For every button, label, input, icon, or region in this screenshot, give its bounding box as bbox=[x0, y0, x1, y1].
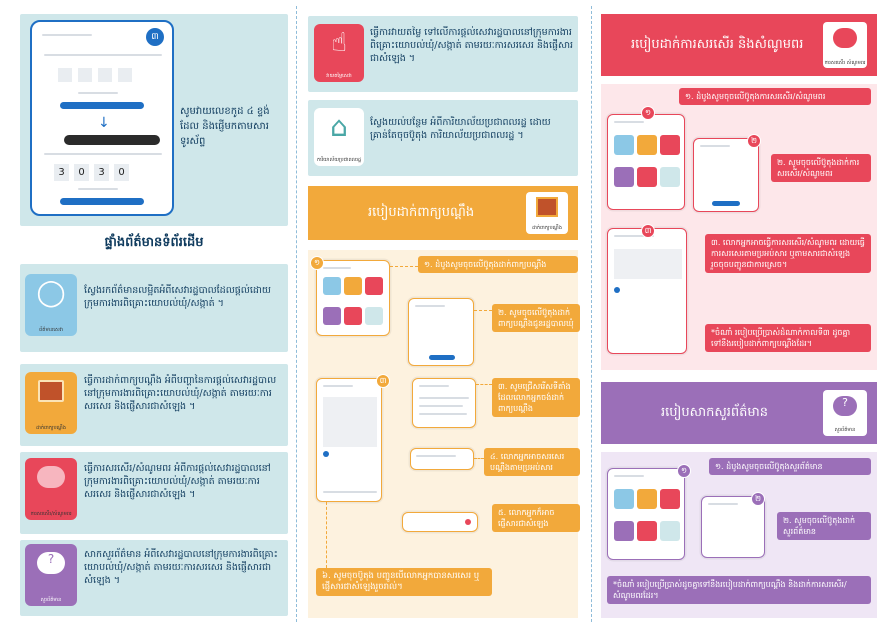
column-1 bbox=[0, 0, 296, 628]
complaint-step-6: ៦. សូមចុចប៊ូតុង បញ្ជូនបើលោកអ្នកបានសរសេរ ឬផ្ញើសារជាសំឡេងរួចរាល់។ bbox=[316, 568, 492, 596]
complaint-howto-icon bbox=[526, 192, 568, 234]
praise-howto-panel bbox=[601, 84, 877, 370]
complaint-step-3: ៣. សូមជ្រើសរើសទីតាំងដែលលោកអ្នកចង់ដាក់ពាក្យបណ្តឹង bbox=[492, 378, 580, 417]
citizen-office-text: ស្វែងយល់បន្ថែម អំពីការិយាល័យប្រជាពលរដ្ឋ ដោយគ្រាន់តែចុចប៊ូតុង ការិយាល័យប្រជាពលរដ្ឋ ។ bbox=[370, 117, 551, 141]
praise-tile[interactable] bbox=[25, 458, 77, 520]
column-2 bbox=[296, 0, 591, 628]
arrow-down-icon: ↓ bbox=[98, 115, 110, 131]
step-number-3: ៣ bbox=[641, 224, 655, 238]
info-service-card bbox=[20, 264, 288, 352]
praise-howto-title bbox=[601, 14, 877, 76]
complaint-step-4: ៤. លោកអ្នកអាចសរសេរបណ្តឹងតាមប្រអប់សារ bbox=[484, 448, 580, 476]
info-service-text: ស្វែងរកព័ត៌មានលម្អិតអំពីសេវារដ្ឋបាលដែលផ្តល់ដោយក្រុមការងារពិគ្រោះយោបល់ឃុំ/សង្កាត់ ។ bbox=[84, 285, 271, 309]
complaint-step-5: ៥. លោកអ្នកក៏អាចផ្ញើសារជាសំឡេង bbox=[492, 504, 580, 532]
complaint-howto-title bbox=[308, 186, 578, 240]
otp-toast bbox=[64, 135, 160, 145]
tile-caption: វាយតម្លៃសេវា bbox=[326, 73, 352, 79]
step-number-1: ១ bbox=[310, 256, 324, 270]
phone-praise-list bbox=[693, 138, 759, 212]
praise-note: *ចំណាំ របៀបប្រើប្រាស់ដំណាក់កាលទី៣ ដូចគ្នាទៅនឹងរបៀបដាក់ពាក្យបណ្តឹងដែរ។ bbox=[705, 324, 871, 352]
thumbs-up-icon: ☝ bbox=[331, 28, 347, 58]
phone-complaint-form bbox=[316, 378, 382, 502]
phone-location-select bbox=[412, 378, 476, 428]
inquiry-step-2: ២. សូមចុចលើប៊ូតុងដាក់សួរព័ត៌មាន bbox=[777, 512, 871, 540]
praise-submit-button[interactable] bbox=[712, 201, 740, 206]
filing-cabinet-icon bbox=[38, 380, 64, 402]
step-number-1: ១ bbox=[641, 106, 655, 120]
phone-praise-home bbox=[607, 114, 685, 210]
section-heading: ផ្ទាំងព័ត៌មានទំព័រដើម bbox=[104, 235, 204, 250]
praise-text: ធ្វើការសរសើរ/សំណូមពរ អំពីការផ្តល់សេវារដ្ឋបាលនៅក្រុមការងារពិគ្រោះយោបល់ឃុំ/សង្កាត់ តាមរយៈការសរសេរ និងផ្ញើសារជាសំឡេង ។ bbox=[84, 463, 271, 500]
rating-text: ធ្វើការវាយតម្លៃ ទៅលើការផ្តល់សេវារដ្ឋបាលនៅក្រុមការងារពិគ្រោះយោបល់ឃុំ/សង្កាត់ តាមរយៈការសរសេរ និងផ្ញើសារជាសំឡេង ។ bbox=[370, 27, 574, 64]
step-number-1: ១ bbox=[677, 464, 691, 478]
phone-inquiry-home bbox=[607, 468, 685, 560]
rating-tile[interactable] bbox=[314, 24, 364, 82]
lightbulb-icon: ◯ bbox=[36, 278, 66, 308]
otp-confirm-button[interactable] bbox=[60, 198, 144, 205]
inquiry-note: *ចំណាំ របៀបប្រើប្រាស់ដូចគ្នាទៅនឹងរបៀបដាក់ពាក្យបណ្តឹង និងដាក់ការសរសើរ/សំណូមពរដែរ។ bbox=[607, 576, 871, 604]
tile-caption: ការសរសើរ/សំណូមពរ bbox=[30, 511, 72, 517]
otp-digit[interactable]: 0 bbox=[74, 164, 89, 181]
complaint-card bbox=[20, 364, 288, 446]
icon-caption: ដាក់ពាក្យបណ្តឹង bbox=[532, 225, 562, 231]
message-box[interactable] bbox=[410, 448, 474, 470]
otp-step-badge: ៣ bbox=[146, 28, 164, 46]
inquiry-howto-icon bbox=[823, 390, 867, 436]
inquiry-text: សាកសួរព័ត៌មាន អំពីសេវារដ្ឋបាលនៅក្រុមការងារពិគ្រោះយោបល់ឃុំ/សង្កាត់ តាមរយៈការសរសេរ និងផ្ញើសារជាសំឡេង ។ bbox=[84, 549, 278, 586]
praise-step-2: ២. សូមចុចលើប៊ូតុងដាក់ការសរសើរ/សំណូមពរ bbox=[771, 154, 871, 182]
record-icon bbox=[465, 519, 471, 525]
complaint-submit-button[interactable] bbox=[429, 355, 455, 360]
rating-card bbox=[308, 16, 578, 92]
inquiry-card bbox=[20, 540, 288, 616]
filing-cabinet-icon bbox=[536, 197, 558, 217]
complaint-step-2: ២. សូមចុចលើប៊ូតុងដាក់ពាក្យបណ្តឹងជូនរដ្ឋបាលឃុំ bbox=[492, 304, 580, 332]
step-number-2: ២ bbox=[747, 134, 761, 148]
otp-panel bbox=[20, 14, 288, 226]
praise-card bbox=[20, 452, 288, 534]
complaint-text: ធ្វើការដាក់ពាក្យបណ្តឹង អំពីបញ្ហានៃការផ្តល់សេវារដ្ឋបាលនៅក្រុមការងារពិគ្រោះយោបល់ឃុំ/សង្កាត់ តាមរយៈការសរសេរ និងផ្ញើសារជាសំឡេង ។ bbox=[84, 375, 277, 412]
icon-caption: ការសរសើរ សំណូមពរ bbox=[824, 60, 866, 66]
otp-submit-button[interactable] bbox=[60, 102, 144, 109]
speech-bubble-icon bbox=[37, 466, 65, 488]
question-bubble-icon: ? bbox=[833, 396, 857, 416]
phone-praise-form bbox=[607, 228, 687, 354]
praise-howto-title-text: របៀបដាក់ការសរសើរ និងសំណូមពរ bbox=[631, 36, 804, 52]
otp-digit[interactable]: 3 bbox=[54, 164, 69, 181]
voice-recorder[interactable] bbox=[402, 512, 478, 532]
inquiry-tile[interactable] bbox=[25, 544, 77, 606]
house-icon: ⌂ bbox=[330, 110, 348, 143]
citizen-office-card bbox=[308, 100, 578, 176]
complaint-howto-title-text: របៀបដាក់ពាក្យបណ្តឹង bbox=[368, 204, 475, 220]
complaint-tile[interactable] bbox=[25, 372, 77, 434]
speech-bubble-icon bbox=[833, 28, 857, 48]
complaint-step-1: ១. ដំបូងសូមចុចលើប៊ូតុងដាក់ពាក្យបណ្តឹង bbox=[418, 256, 578, 273]
phone-home-grid bbox=[316, 260, 390, 336]
otp-digit-row bbox=[54, 164, 129, 181]
otp-phone-mockup bbox=[30, 20, 174, 216]
praise-step-1: ១. ដំបូងសូមចុចលើប៊ូតុងការសរសើរ/សំណូមពរ bbox=[679, 88, 871, 105]
otp-digit[interactable]: 0 bbox=[114, 164, 129, 181]
complaint-howto-panel bbox=[308, 250, 578, 618]
inquiry-howto-title bbox=[601, 382, 877, 444]
tile-caption: ការិយាល័យប្រជាពលរដ្ឋ bbox=[316, 157, 362, 163]
info-service-tile[interactable] bbox=[25, 274, 77, 336]
tile-caption: សួរព័ត៌មាន bbox=[40, 597, 62, 603]
step-number-2: ២ bbox=[751, 492, 765, 506]
column-3 bbox=[591, 0, 889, 628]
citizen-office-tile[interactable] bbox=[314, 108, 364, 166]
phone-complaint-list bbox=[408, 298, 474, 366]
praise-howto-icon bbox=[823, 22, 867, 68]
question-bubble-icon: ? bbox=[37, 552, 65, 574]
inquiry-howto-panel bbox=[601, 452, 877, 618]
otp-digit[interactable]: 3 bbox=[94, 164, 109, 181]
icon-caption: សួរព័ត៌មាន bbox=[834, 427, 856, 433]
tile-caption: ដាក់ពាក្យបណ្តឹង bbox=[36, 425, 66, 431]
step-number-3: ៣ bbox=[376, 374, 390, 388]
tile-caption: ព័ត៌មានសេវា bbox=[39, 327, 63, 333]
inquiry-howto-title-text: របៀបសាកសួរព័ត៌មាន bbox=[661, 404, 769, 420]
otp-instruction: សូមវាយលេខកូដ ៤ ខ្ទង់ដែល និងផ្ញើមកតាមសារទូរស័ព្ទ bbox=[180, 106, 270, 147]
praise-step-3: ៣. លោកអ្នកអាចធ្វើការសរសើរ/សំណូមពរ ដោយធ្វើការសរសេរតាមប្រអប់សារ ឬតាមសារជាសំឡេង រួចចុចបញ្ជូនជាការស្រេច។ bbox=[705, 234, 871, 273]
inquiry-step-1: ១. ដំបូងសូមចុចលើប៊ូតុងសួរព័ត៌មាន bbox=[709, 458, 871, 475]
